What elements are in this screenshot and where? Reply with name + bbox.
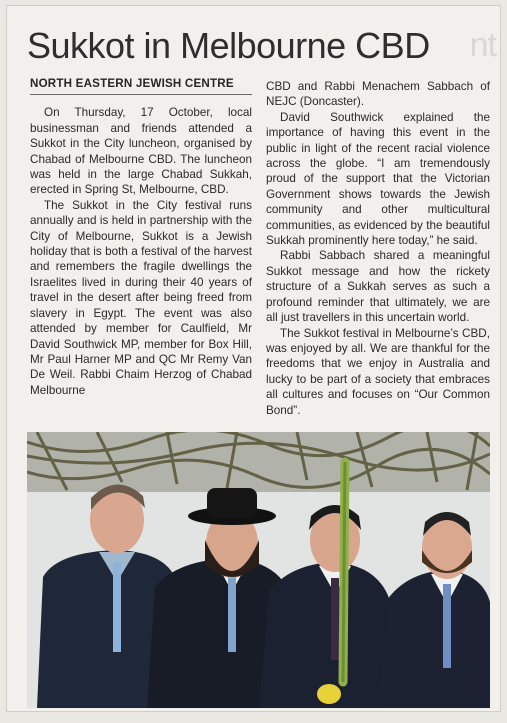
bleed-through-text: nt [469, 26, 496, 64]
paragraph: On Thursday, 17 October, local businessman and friends attended a Sukkot in the City luncheon, organised by Chabad of Melbourne CBD. The luncheon was held in the large Chabad Sukkah, erected in Spring St, Melbourne, CBD. [30, 106, 252, 197]
left-column [30, 76, 252, 398]
paragraph: The Sukkot in the City festival runs annually and is held in partnership with the City of Melbourne, Sukkot is a Jewish holiday that is both a festival of the harvest and remembers the fragile dwellings the Israelites lived in during their 40 years of travel in the desert after being freed from slavery in Egypt. The event was also attended by member for Caulfield, Mr David Southwick MP, member for Box Hill, Mr Paul Harner MP and QC Mr Remy Van De Weil. Rabbi Chaim Herzog of Chabad Melbourne [30, 198, 252, 397]
event-photo [27, 432, 490, 708]
paragraph: David Southwick explained the importance of having this event in the public in light of the recent racial violence across the globe. “I am tremendously proud of the support that the Victorian Government shows towards the Jewish community and other multicultural communities, as evidenced by the beautiful Sukkah prominently here today,” he said. [266, 110, 490, 248]
headline: Sukkot in Melbourne CBD [27, 25, 430, 66]
paragraph: Rabbi Sabbach shared a meaningful Sukkot message and how the rickety structure of a Sukkah serves as such a profound reminder that ultimately, we are all just travellers in this uncertain world. [266, 249, 490, 325]
paragraph: The Sukkot festival in Melbourne’s CBD, was enjoyed by all. We are thankful for the freedoms that we enjoy in Australia and lucky to be part of a society that embraces all cultures and focuses on “Our Common Bond”. [266, 326, 490, 417]
paragraph: CBD and Rabbi Menachem Sabbach of NEJC (Doncaster). [266, 80, 490, 109]
roof-shadow [27, 432, 490, 492]
section-label: NORTH EASTERN JEWISH CENTRE [30, 76, 252, 95]
newspaper-page [7, 6, 500, 711]
right-column [266, 76, 490, 418]
photo-illustration [27, 432, 490, 708]
